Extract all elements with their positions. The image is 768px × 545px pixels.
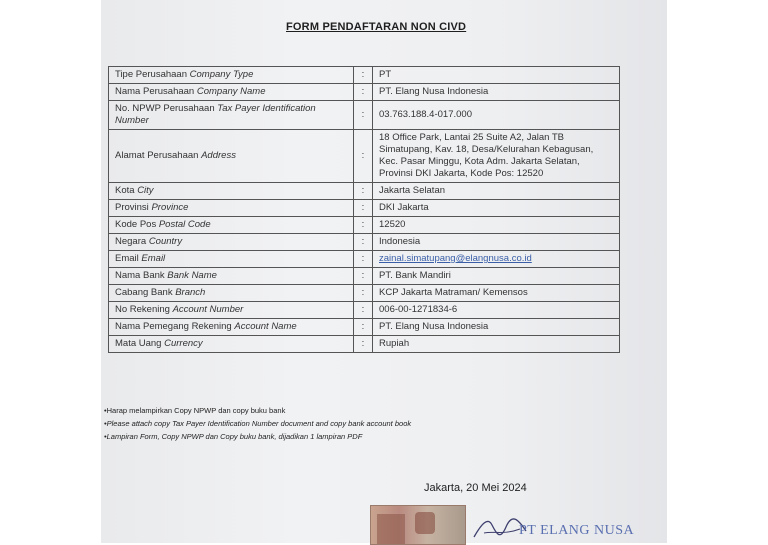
field-label: Negara Country [109,234,354,251]
email-link[interactable]: zainal.simatupang@elangnusa.co.id [379,253,532,264]
table-row [109,302,620,319]
separator: : [354,101,373,130]
field-label: Email Email [109,251,354,268]
note-line: •Lampiran Form, Copy NPWP dan Copy buku bank, dijadikan 1 lampiran PDF [104,432,363,441]
field-value: 12520 [373,217,620,234]
garuda-emblem-icon [415,512,435,534]
separator: : [354,183,373,200]
field-label: Mata Uang Currency [109,336,354,353]
field-label: Tipe Perusahaan Company Type [109,67,354,84]
field-value: PT. Elang Nusa Indonesia [373,319,620,336]
field-label: Cabang Bank Branch [109,285,354,302]
separator: : [354,200,373,217]
stamp-mark [377,514,405,544]
table-row [109,285,620,302]
table-row [109,200,620,217]
table-row [109,217,620,234]
field-value: PT [373,67,620,84]
revenue-stamp [370,505,466,545]
table-row [109,130,620,183]
table-row [109,319,620,336]
form-title: FORM PENDAFTARAN NON CIVD [286,21,467,33]
field-value: Jakarta Selatan [373,183,620,200]
field-label: Nama Perusahaan Company Name [109,84,354,101]
note-line: •Harap melampirkan Copy NPWP dan copy buku bank [104,406,286,415]
separator: : [354,268,373,285]
field-value: PT. Elang Nusa Indonesia [373,84,620,101]
separator: : [354,84,373,101]
separator: : [354,67,373,84]
table-row [109,336,620,353]
separator: : [354,302,373,319]
separator: : [354,336,373,353]
field-label: Nama Bank Bank Name [109,268,354,285]
separator: : [354,130,373,183]
field-value: 03.763.188.4-017.000 [373,101,620,130]
table-row [109,268,620,285]
field-label: Alamat Perusahaan Address [109,130,354,183]
field-value: PT. Bank Mandiri [373,268,620,285]
field-value: 18 Office Park, Lantai 25 Suite A2, Jalan TB Simatupang, Kav. 18, Desa/Kelurahan Kebagusan, Kec. Pasar Minggu, Kota Adm. Jakarta Selatan, Provinsi DKI Jakarta, Kode Pos: 12520 [373,130,620,183]
table-row [109,67,620,84]
table-row [109,84,620,101]
field-label: Kota City [109,183,354,200]
field-value: Rupiah [373,336,620,353]
registration-table [108,66,620,353]
field-label: No Rekening Account Number [109,302,354,319]
table-row [109,183,620,200]
field-value [373,251,620,268]
field-label: Kode Pos Postal Code [109,217,354,234]
table-row [109,234,620,251]
separator: : [354,217,373,234]
separator: : [354,319,373,336]
field-value: Indonesia [373,234,620,251]
place-date: Jakarta, 20 Mei 2024 [424,482,527,494]
notes-section [104,404,411,443]
separator: : [354,234,373,251]
field-value: KCP Jakarta Matraman/ Kemensos [373,285,620,302]
field-label: Provinsi Province [109,200,354,217]
separator: : [354,251,373,268]
field-value: 006-00-1271834-6 [373,302,620,319]
field-label: Nama Pemegang Rekening Account Name [109,319,354,336]
note-line: •Please attach copy Tax Payer Identification Number document and copy bank account book [104,419,412,428]
field-value: DKI Jakarta [373,200,620,217]
field-label: No. NPWP Perusahaan Tax Payer Identification Number [109,101,354,130]
table-row [109,251,620,268]
company-seal: PT ELANG NUSA [519,523,635,538]
separator: : [354,285,373,302]
table-row [109,101,620,130]
